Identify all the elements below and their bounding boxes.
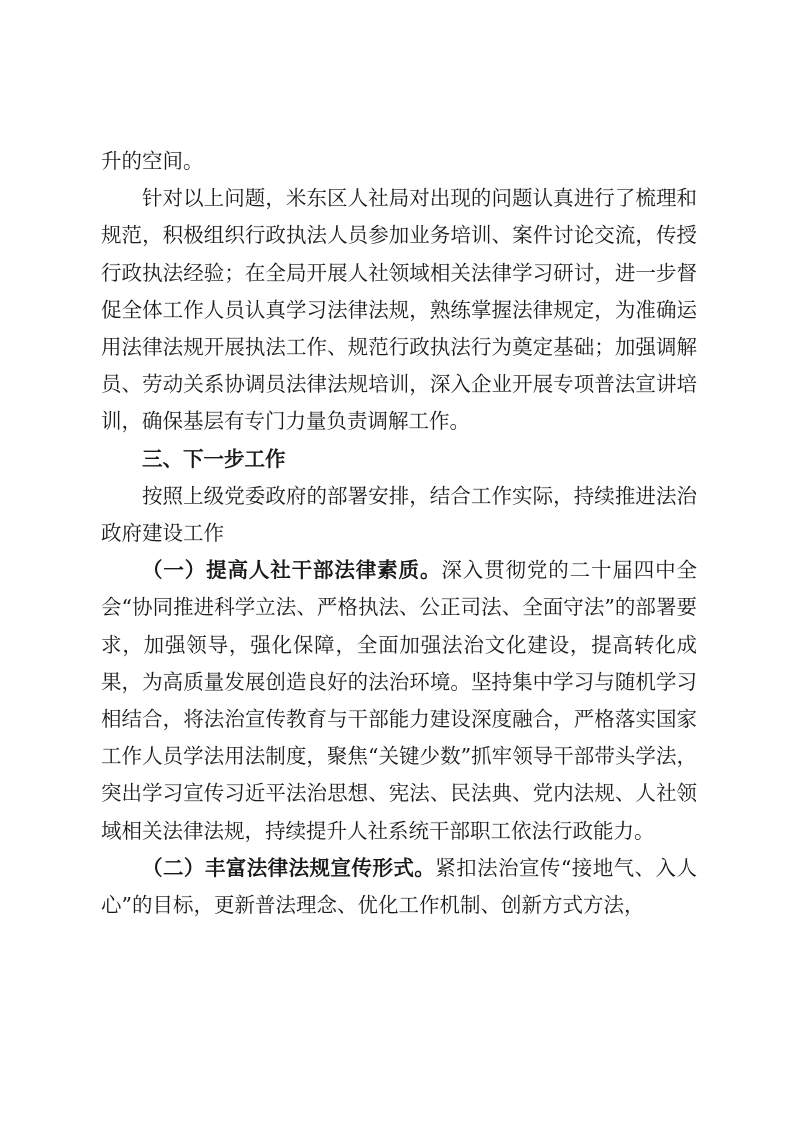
item-2-title: （二）丰富法律法规宣传形式。 — [142, 855, 436, 880]
paragraph-intro: 按照上级党委政府的部署安排，结合工作实际，持续推进法治政府建设工作 — [101, 483, 697, 546]
document-body — [101, 143, 697, 924]
item-1-body: 深入贯彻党的二十届四中全会“协同推进科学立法、严格执法、公正司法、全面守法”的部署要求，加强领导，强化保障，全面加强法治文化建设，提高转化成果，为高质量发展创造良好的法治环境。坚持集中学习与随机学习相结合，将法治宣传教育与干部能力建设深度融合，严格落实国家工作人员学法用法制度，聚焦“关键少数”抓牢领导干部带头学法，突出学习宣传习近平法治思想、宪法、民法典、党内法规、人社领域相关法律法规，持续提升人社系统干部职工依法行政能力。 — [101, 558, 698, 843]
item-1-title: （一）提高人社干部法律素质。 — [142, 558, 442, 583]
paragraph-measures: 针对以上问题，米东区人社局对出现的问题认真进行了梳理和规范，积极组织行政执法人员参加业务培训、案件讨论交流，传授行政执法经验；在全局开展人社领域相关法律学习研讨，进一步督促全体工作人员认真学习法律法规，熟练掌握法律规定，为准确运用法律法规开展执法工作、规范行政执法行为奠定基础；加强调解员、劳动关系协调员法律法规培训，深入企业开展专项普法宣讲培训，确保基层有专门力量负责调解工作。 — [101, 186, 697, 434]
item-1-paragraph — [101, 552, 697, 850]
paragraph-continuation: 升的空间。 — [101, 149, 204, 173]
item-2-paragraph — [101, 850, 697, 924]
item-2-body: 紧扣法治宣传“接地气、入人心”的目标，更新普法理念、优化工作机制、创新方式方法， — [101, 855, 697, 918]
section-heading: 三、下一步工作 — [142, 446, 286, 471]
